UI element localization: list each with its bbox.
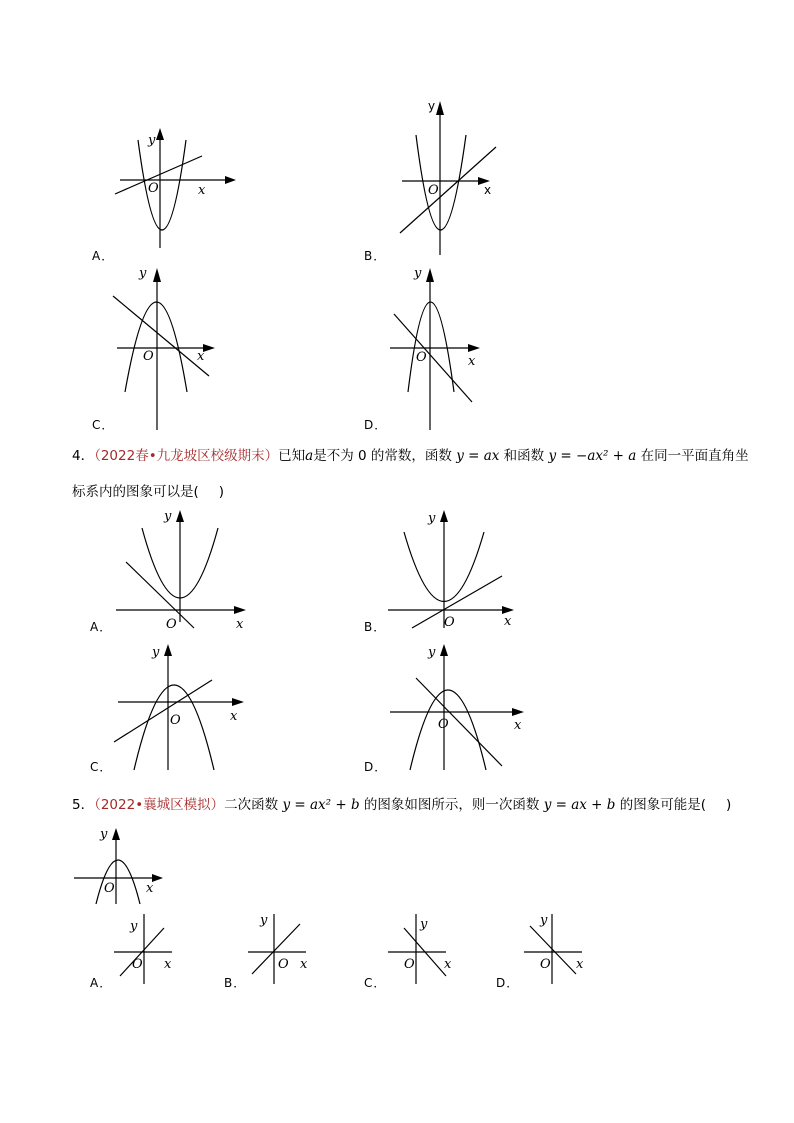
- axis-y-label: y: [428, 99, 436, 113]
- axis-y-label: y: [428, 645, 436, 660]
- q5-given-parabola: [70, 826, 170, 906]
- formula: y = −ax² + a: [548, 448, 637, 464]
- axis-x-label: x: [164, 957, 172, 972]
- origin-label: O: [428, 183, 439, 198]
- origin-label: O: [148, 181, 159, 196]
- axis-x-label: x: [468, 354, 476, 369]
- formula: y = ax² + b: [282, 797, 360, 813]
- axis-y-label: y: [414, 266, 422, 281]
- axis-x-label: x: [504, 614, 512, 629]
- q5-graph-d: [522, 910, 592, 986]
- origin-label: O: [404, 957, 415, 972]
- question-4-line-2: 标系内的图象可以是( ): [72, 484, 225, 500]
- axis-y-label: y: [164, 509, 172, 524]
- origin-label: O: [132, 957, 143, 972]
- origin-label: O: [170, 713, 181, 728]
- q3-option-a-label[interactable]: A．: [92, 249, 115, 263]
- question-source[interactable]: （2022春•九龙坡区校级期末）: [94, 448, 279, 464]
- q5-graph-c: [386, 910, 456, 986]
- question-4-line-1: 4．（2022春•九龙坡区校级期末）已知a是不为 0 的常数，函数 y = ax 和函数 y = −ax² + a 在同一平面直角坐: [72, 448, 749, 464]
- axis-y-label: y: [428, 511, 436, 526]
- axis-y-label: y: [260, 913, 268, 928]
- origin-label: O: [540, 957, 551, 972]
- axis-x-label: x: [484, 183, 492, 197]
- q4-option-b-label[interactable]: B．: [364, 620, 387, 634]
- q3-option-b-label[interactable]: B．: [364, 249, 387, 263]
- q5-graph-b: [246, 910, 316, 986]
- axis-x-label: x: [146, 881, 154, 896]
- formula: y = ax + b: [543, 797, 616, 813]
- origin-label: O: [438, 717, 449, 732]
- origin-label: O: [416, 350, 427, 365]
- q3-graph-d: [380, 262, 490, 432]
- origin-label: O: [444, 615, 455, 630]
- formula: y = ax: [456, 448, 500, 464]
- axis-y-label: y: [100, 827, 108, 842]
- question-number: 4．: [72, 448, 95, 464]
- q4-option-d-label[interactable]: D．: [364, 760, 388, 774]
- q4-graph-a: [112, 506, 252, 631]
- axis-x-label: x: [444, 957, 452, 972]
- axis-x-label: x: [197, 349, 205, 364]
- axis-y-label: y: [152, 645, 160, 660]
- origin-label: O: [278, 957, 289, 972]
- origin-label: O: [143, 349, 154, 364]
- axis-y-label: y: [420, 917, 428, 932]
- q5-option-b-label[interactable]: B．: [224, 976, 247, 990]
- origin-label: O: [166, 617, 177, 632]
- q5-option-d-label[interactable]: D．: [496, 976, 520, 990]
- axis-x-label: x: [230, 709, 238, 724]
- q3-option-c-label[interactable]: C．: [92, 418, 115, 432]
- origin-label: O: [104, 881, 115, 896]
- q5-graph-a: [112, 910, 182, 986]
- q3-option-d-label[interactable]: D．: [364, 418, 388, 432]
- q4-option-c-label[interactable]: C．: [90, 760, 113, 774]
- q4-graph-c: [112, 640, 252, 772]
- axis-x-label: x: [514, 718, 522, 733]
- question-5-line-1: 5．（2022•襄城区模拟）二次函数 y = ax² + b 的图象如图所示，则一次函数 y = ax + b 的图象可能是( ): [72, 797, 732, 813]
- axis-x-label: x: [198, 183, 206, 198]
- axis-x-label: x: [236, 617, 244, 632]
- axis-x-label: x: [300, 957, 308, 972]
- q3-graph-a: [100, 120, 240, 250]
- q4-option-a-label[interactable]: A．: [90, 620, 113, 634]
- question-number: 5．: [72, 797, 95, 813]
- q4-graph-d: [384, 640, 534, 772]
- question-source[interactable]: （2022•襄城区模拟）: [94, 797, 225, 813]
- axis-y-label: y: [148, 133, 156, 148]
- q5-option-a-label[interactable]: A．: [90, 976, 113, 990]
- q3-graph-b: [390, 95, 520, 260]
- axis-y-label: y: [139, 266, 147, 281]
- axis-y-label: y: [130, 919, 138, 934]
- q3-graph-c: [105, 262, 225, 432]
- axis-x-label: x: [576, 957, 584, 972]
- q5-option-c-label[interactable]: C．: [364, 976, 387, 990]
- axis-y-label: y: [540, 913, 548, 928]
- q4-graph-b: [384, 506, 524, 631]
